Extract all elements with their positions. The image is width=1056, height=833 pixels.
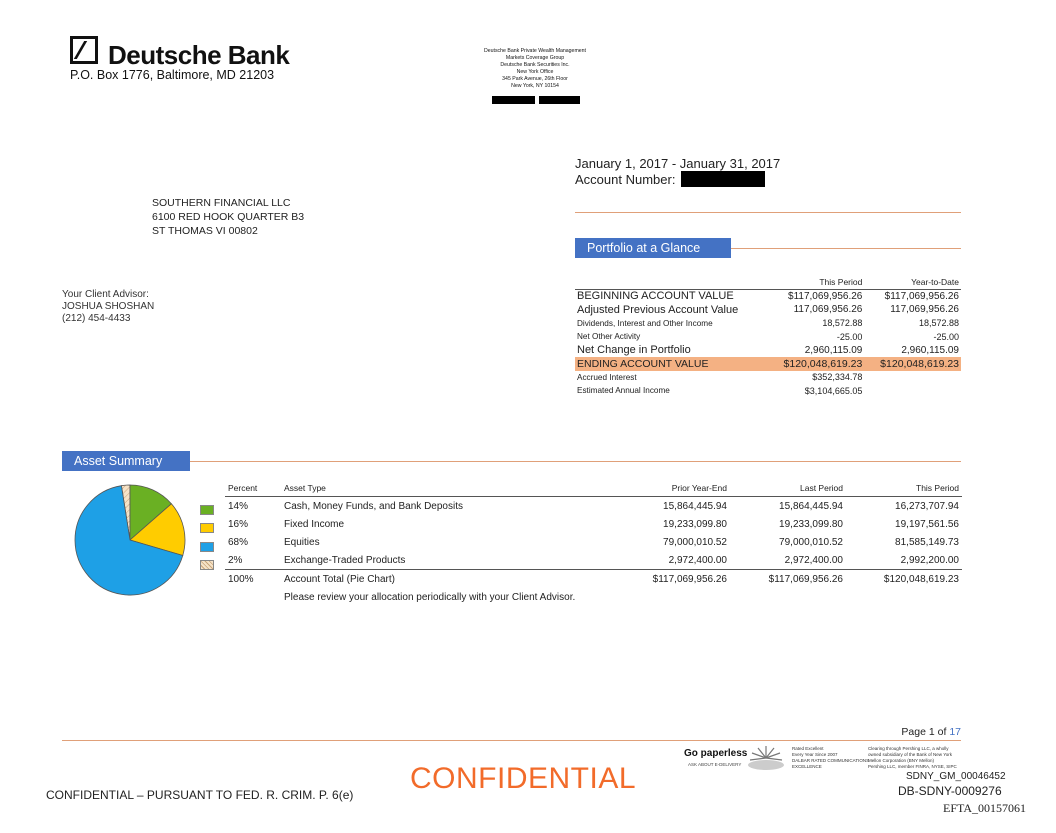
redaction-bar [492, 96, 535, 104]
row-this: 2,992,200.00 [900, 554, 959, 566]
table-row [575, 384, 961, 398]
bank-address: P.O. Box 1776, Baltimore, MD 21203 [70, 68, 275, 82]
table-header-row [225, 480, 962, 497]
note-spacer [225, 588, 281, 606]
row-percent: 68% [228, 536, 249, 548]
row-prior: 2,972,400.00 [668, 554, 727, 566]
page-of: of [937, 726, 947, 738]
header-this-period: This Period [846, 480, 962, 497]
row-percent: 2% [228, 554, 243, 566]
divider [731, 248, 961, 249]
table-row [225, 515, 962, 533]
asset-summary-title: Asset Summary [62, 451, 190, 471]
table-row [225, 533, 962, 551]
header-year-to-date: Year-to-Date [864, 275, 961, 289]
asset-summary-table [225, 480, 962, 606]
row-this: 2,960,115.09 [804, 344, 863, 356]
table-row [575, 303, 961, 317]
row-last: 2,972,400.00 [784, 554, 843, 566]
total-prior: $117,069,956.26 [652, 573, 727, 585]
ending-value-row [575, 357, 961, 371]
row-this: 81,585,149.73 [895, 536, 959, 548]
legend-swatch-equities [200, 542, 214, 552]
row-this: -25.00 [836, 331, 863, 342]
row-ytd: $120,048,619.23 [864, 357, 961, 371]
row-label: Adjusted Previous Account Value [577, 303, 739, 316]
row-prior: 19,233,099.80 [663, 518, 727, 530]
row-this: 117,069,956.26 [793, 304, 863, 316]
header-this-period: This Period [768, 275, 865, 289]
row-prior: 79,000,010.52 [663, 536, 727, 548]
rated-line: Every Year Since 2007 [792, 752, 838, 757]
header-last-period: Last Period [730, 480, 846, 497]
efta-number: EFTA_00157061 [943, 801, 1027, 815]
total-this: $120,048,619.23 [883, 573, 959, 585]
recipient-line: 6100 RED HOOK QUARTER B3 [152, 211, 305, 223]
total-last: $117,069,956.26 [768, 573, 843, 585]
note-row [225, 588, 962, 606]
advisor-line: (212) 454-4433 [62, 313, 131, 324]
recipient-line: SOUTHERN FINANCIAL LLC [152, 197, 291, 209]
row-label: Accrued Interest [577, 372, 637, 382]
total-percent: 100% [228, 573, 254, 585]
clearing-line: Clearing through Pershing LLC, a wholly [868, 746, 949, 751]
client-advisor [62, 289, 154, 325]
table-row [225, 551, 962, 570]
confidential-notice: CONFIDENTIAL – PURSUANT TO FED. R. CRIM. P. 6(e) [46, 788, 354, 802]
row-ytd: $117,069,956.26 [884, 290, 959, 302]
table-row [575, 289, 961, 303]
table-row [225, 497, 962, 516]
page-number [901, 726, 961, 738]
row-last: 15,864,445.94 [779, 500, 843, 512]
bank-name: Deutsche Bank [108, 40, 290, 70]
divider [575, 212, 961, 213]
legend-swatch-fixed-income [200, 523, 214, 533]
row-ytd: -25.00 [933, 331, 959, 342]
table-row [575, 330, 961, 344]
row-asset-type: Fixed Income [284, 518, 345, 530]
bates-number-1: SDNY_GM_00046452 [906, 771, 1006, 782]
row-last: 79,000,010.52 [779, 536, 843, 548]
row-label: Estimated Annual Income [577, 386, 670, 396]
allocation-note: Please review your allocation periodically with your Client Advisor. [284, 591, 576, 603]
row-asset-type: Exchange-Traded Products [284, 554, 406, 566]
office-line: Deutsche Bank Private Wealth Management [484, 48, 586, 54]
dalbar-badge-icon [744, 744, 788, 772]
row-ytd [864, 371, 961, 385]
account-number-redaction [681, 171, 765, 187]
office-line: 345 Park Avenue, 26th Floor [502, 76, 568, 82]
row-label: ENDING ACCOUNT VALUE [575, 357, 768, 371]
row-ytd: 18,572.88 [918, 318, 959, 329]
footer-divider [62, 740, 961, 741]
page-label: Page [901, 726, 926, 738]
clearing-line: owned subsidiary of the Bank of New York [868, 752, 953, 757]
go-paperless: Go paperless [684, 748, 748, 759]
statement-period: January 1, 2017 - January 31, 2017 [575, 156, 781, 171]
row-this: 16,273,707.94 [895, 500, 959, 512]
row-ytd: 117,069,956.26 [890, 304, 959, 316]
row-last: 19,233,099.80 [779, 518, 843, 530]
row-this: $3,104,665.05 [804, 385, 863, 396]
row-this: 19,197,561.56 [895, 518, 959, 530]
header-percent: Percent [225, 480, 281, 497]
header-prior-year-end: Prior Year-End [594, 480, 730, 497]
legend-swatch-cash [200, 505, 214, 515]
advisor-line: JOSHUA SHOSHAN [62, 301, 155, 312]
row-percent: 14% [228, 500, 249, 512]
table-row [575, 344, 961, 358]
row-percent: 16% [228, 518, 249, 530]
header-cell [575, 275, 768, 289]
page-total: 17 [949, 726, 961, 738]
table-header-row [575, 275, 961, 289]
asset-pie-chart [72, 482, 188, 598]
recipient-line: ST THOMAS VI 00802 [152, 225, 258, 237]
row-label: Dividends, Interest and Other Income [577, 318, 713, 328]
bates-number-2: DB-SDNY-0009276 [898, 784, 1002, 798]
row-ytd [864, 384, 961, 398]
rated-line: EXCELLENCE [792, 764, 822, 769]
row-this: $117,069,956.26 [788, 290, 863, 302]
divider [190, 461, 961, 462]
page-current: 1 [928, 726, 935, 738]
office-address [440, 48, 630, 90]
row-this: $352,334.78 [812, 372, 863, 383]
row-ytd: 2,960,115.09 [901, 344, 959, 356]
table-row [575, 371, 961, 385]
row-this: $120,048,619.23 [768, 357, 865, 371]
office-line: New York, NY 10154 [511, 83, 559, 89]
table-row [575, 317, 961, 331]
row-asset-type: Equities [284, 536, 320, 548]
clearing-line: Pershing LLC, member FINRA, NYSE, SIPC [868, 764, 957, 769]
row-prior: 15,864,445.94 [663, 500, 727, 512]
go-paperless-sub: ASK ABOUT E-DELIVERY [688, 762, 742, 767]
row-label: Net Other Activity [577, 332, 641, 342]
row-asset-type: Cash, Money Funds, and Bank Deposits [284, 500, 463, 512]
legend-swatch-etp [200, 560, 214, 570]
confidential-stamp: CONFIDENTIAL [410, 762, 637, 795]
recipient-address [152, 196, 304, 238]
office-line: Markets Coverage Group [505, 55, 565, 61]
header-asset-type: Asset Type [281, 480, 594, 497]
rated-line: Rated Excellent [792, 746, 824, 751]
redaction-bar [539, 96, 580, 104]
total-label: Account Total (Pie Chart) [284, 573, 395, 585]
office-line: New York Office [516, 69, 554, 75]
office-line: Deutsche Bank Securities Inc. [500, 62, 570, 68]
total-row [225, 570, 962, 589]
clearing-line: Mellon Corporation (BNY Mellon) [868, 758, 934, 763]
rated-line: DALBAR RATED COMMUNICATIONS [792, 758, 870, 763]
portfolio-glance-title: Portfolio at a Glance [575, 238, 731, 258]
row-label: Net Change in Portfolio [577, 344, 691, 357]
row-label: BEGINNING ACCOUNT VALUE [577, 290, 734, 303]
portfolio-glance-table [575, 275, 961, 398]
clearing-notice [868, 746, 957, 770]
advisor-line: Your Client Advisor: [62, 289, 149, 300]
dalbar-rating [792, 746, 869, 770]
row-this: 18,572.88 [822, 318, 863, 329]
account-number-label: Account Number: [575, 172, 676, 187]
